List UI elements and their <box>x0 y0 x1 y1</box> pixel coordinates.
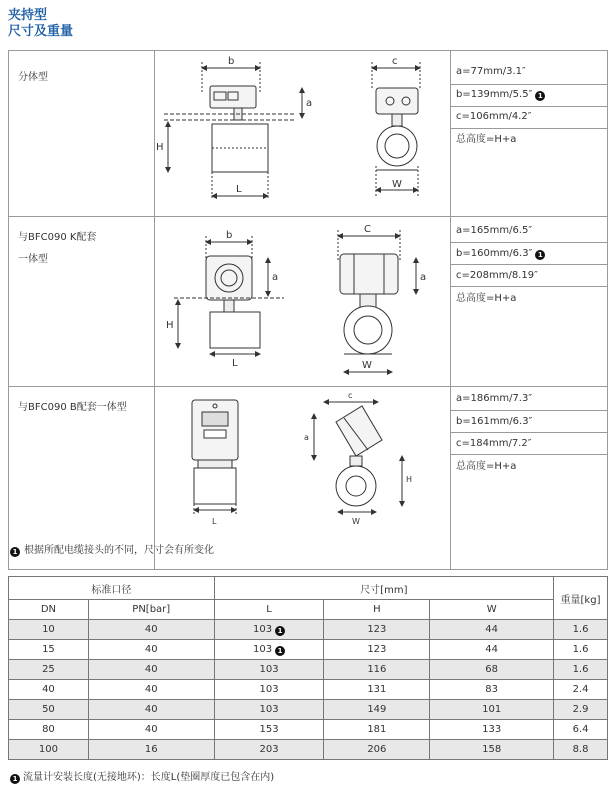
cell-weight: 1.6 <box>554 640 608 660</box>
table-row <box>9 720 608 740</box>
footnote-marker-icon: 1 <box>10 774 20 784</box>
cell-dn: 15 <box>9 640 89 660</box>
footnote-1: 1 根据所配电缆接头的不同，尺寸会有所变化 <box>10 545 214 557</box>
cell-dn: 100 <box>9 740 89 760</box>
spec-total-height: 总高度=H+a <box>456 461 517 472</box>
spec-c: c=208mm/8.19″ <box>456 270 538 281</box>
cell-h: 116 <box>324 660 430 680</box>
dim-label-h: H <box>156 142 164 153</box>
spec-c: c=106mm/4.2″ <box>456 111 532 122</box>
spec-divider <box>450 84 608 85</box>
spec-divider <box>450 432 608 433</box>
spec-b: b=139mm/5.5″ 1 <box>456 89 545 101</box>
spec-a: a=186mm/7.3″ <box>456 393 533 404</box>
drawing-b-compact-front <box>192 400 238 514</box>
cell-w: 44 <box>430 640 554 660</box>
col-header-l: L <box>214 600 324 620</box>
dim-label-a: a <box>420 272 427 283</box>
col-header-h: H <box>324 600 430 620</box>
spec-b: b=160mm/6.3″ 1 <box>456 248 545 260</box>
dim-label-c: c <box>348 391 353 400</box>
variant-name-remote: 分体型 <box>18 72 48 83</box>
cell-h: 123 <box>324 620 430 640</box>
spec-divider <box>450 106 608 107</box>
footnote-marker-icon: 1 <box>10 547 20 557</box>
cell-weight: 8.8 <box>554 740 608 760</box>
dim-label-b: b <box>226 230 233 241</box>
cell-w: 101 <box>430 700 554 720</box>
cell-dn: 50 <box>9 700 89 720</box>
spec-c: c=184mm/7.2″ <box>456 438 532 449</box>
cell-pn: 40 <box>88 660 214 680</box>
cell-dn: 10 <box>9 620 89 640</box>
cell-weight: 1.6 <box>554 660 608 680</box>
header-weight: 重量[kg] <box>554 577 608 620</box>
cell-pn: 40 <box>88 640 214 660</box>
dim-label-w: W <box>352 517 360 526</box>
cell-l: 103 <box>214 700 324 720</box>
cell-dn: 80 <box>9 720 89 740</box>
spec-divider <box>450 410 608 411</box>
drawing-remote-side <box>372 62 420 196</box>
cell-l: 203 <box>214 740 324 760</box>
dim-label-w: W <box>392 179 402 190</box>
spec-b: b=161mm/6.3″ <box>456 416 533 427</box>
cell-pn: 16 <box>88 740 214 760</box>
variant-name-k-compact: 与BFC090 K配套 <box>18 232 97 243</box>
cell-weight: 2.4 <box>554 680 608 700</box>
footnote-marker-icon: 1 <box>535 91 545 101</box>
footnote-marker-icon: 1 <box>275 646 285 656</box>
cell-weight: 2.9 <box>554 700 608 720</box>
cell-weight: 6.4 <box>554 720 608 740</box>
cell-pn: 40 <box>88 620 214 640</box>
cell-h: 181 <box>324 720 430 740</box>
spec-divider <box>450 128 608 129</box>
cell-l: 103 1 <box>214 620 324 640</box>
cell-pn: 40 <box>88 680 214 700</box>
table-row <box>9 700 608 720</box>
dim-label-l: L <box>232 358 238 369</box>
header-nominal-size: 标准口径 <box>9 577 215 600</box>
spec-total-height: 总高度=H+a <box>456 293 517 304</box>
drawing-k-compact-front <box>174 236 284 354</box>
footnote-marker-icon: 1 <box>535 250 545 260</box>
dim-label-h: H <box>166 320 174 331</box>
header-dimensions: 尺寸[mm] <box>214 577 553 600</box>
cell-weight: 1.6 <box>554 620 608 640</box>
table-row <box>9 680 608 700</box>
dim-label-b: b <box>228 56 235 67</box>
cell-dn: 25 <box>9 660 89 680</box>
technical-drawings <box>154 50 450 570</box>
dim-label-c-upper: C <box>364 224 371 235</box>
cell-h: 149 <box>324 700 430 720</box>
page-title-block <box>8 8 73 40</box>
cell-l: 103 <box>214 680 324 700</box>
cell-w: 133 <box>430 720 554 740</box>
page-subtitle: 尺寸及重量 <box>8 24 74 39</box>
footnote-2: 1 流量计安装长度(无接地环)：长度L(垫圈厚度已包含在内) <box>10 772 274 784</box>
dim-label-w: W <box>362 360 372 371</box>
drawing-k-compact-side <box>338 230 416 372</box>
dim-label-a: a <box>306 98 313 109</box>
footnote-marker-icon: 1 <box>275 626 285 636</box>
cell-dn: 40 <box>9 680 89 700</box>
variant-name-k-compact-line2: 一体型 <box>18 254 48 265</box>
cell-l: 103 1 <box>214 640 324 660</box>
spec-divider <box>450 264 608 265</box>
cell-h: 206 <box>324 740 430 760</box>
cell-w: 44 <box>430 620 554 640</box>
table-row <box>9 660 608 680</box>
table-row <box>9 740 608 760</box>
cell-h: 131 <box>324 680 430 700</box>
page-title: 夹持型 <box>8 8 48 23</box>
spec-a: a=77mm/3.1″ <box>456 66 526 77</box>
col-header-pn: PN[bar] <box>88 600 214 620</box>
cell-h: 123 <box>324 640 430 660</box>
spec-divider <box>450 286 608 287</box>
cell-l: 153 <box>214 720 324 740</box>
cell-l: 103 <box>214 660 324 680</box>
dim-label-c: c <box>392 56 398 67</box>
cell-w: 158 <box>430 740 554 760</box>
dim-label-l: L <box>212 517 217 526</box>
col-header-dn: DN <box>9 600 89 620</box>
variant-name-b-compact: 与BFC090 B配套一体型 <box>18 402 127 413</box>
dim-label-h: H <box>406 475 413 484</box>
spec-total-height: 总高度=H+a <box>456 134 517 145</box>
col-header-w: W <box>430 600 554 620</box>
drawing-remote-front <box>164 62 302 200</box>
table-row <box>9 640 608 660</box>
cell-w: 83 <box>430 680 554 700</box>
dimensions-table <box>8 576 608 760</box>
drawing-b-compact-side <box>314 402 402 512</box>
dim-label-a: a <box>272 272 279 283</box>
spec-a: a=165mm/6.5″ <box>456 225 533 236</box>
cell-pn: 40 <box>88 700 214 720</box>
dim-label-l: L <box>236 184 242 195</box>
spec-divider <box>450 242 608 243</box>
spec-divider <box>450 454 608 455</box>
cell-pn: 40 <box>88 720 214 740</box>
cell-w: 68 <box>430 660 554 680</box>
table-row <box>9 620 608 640</box>
dim-label-a: a <box>304 433 309 442</box>
